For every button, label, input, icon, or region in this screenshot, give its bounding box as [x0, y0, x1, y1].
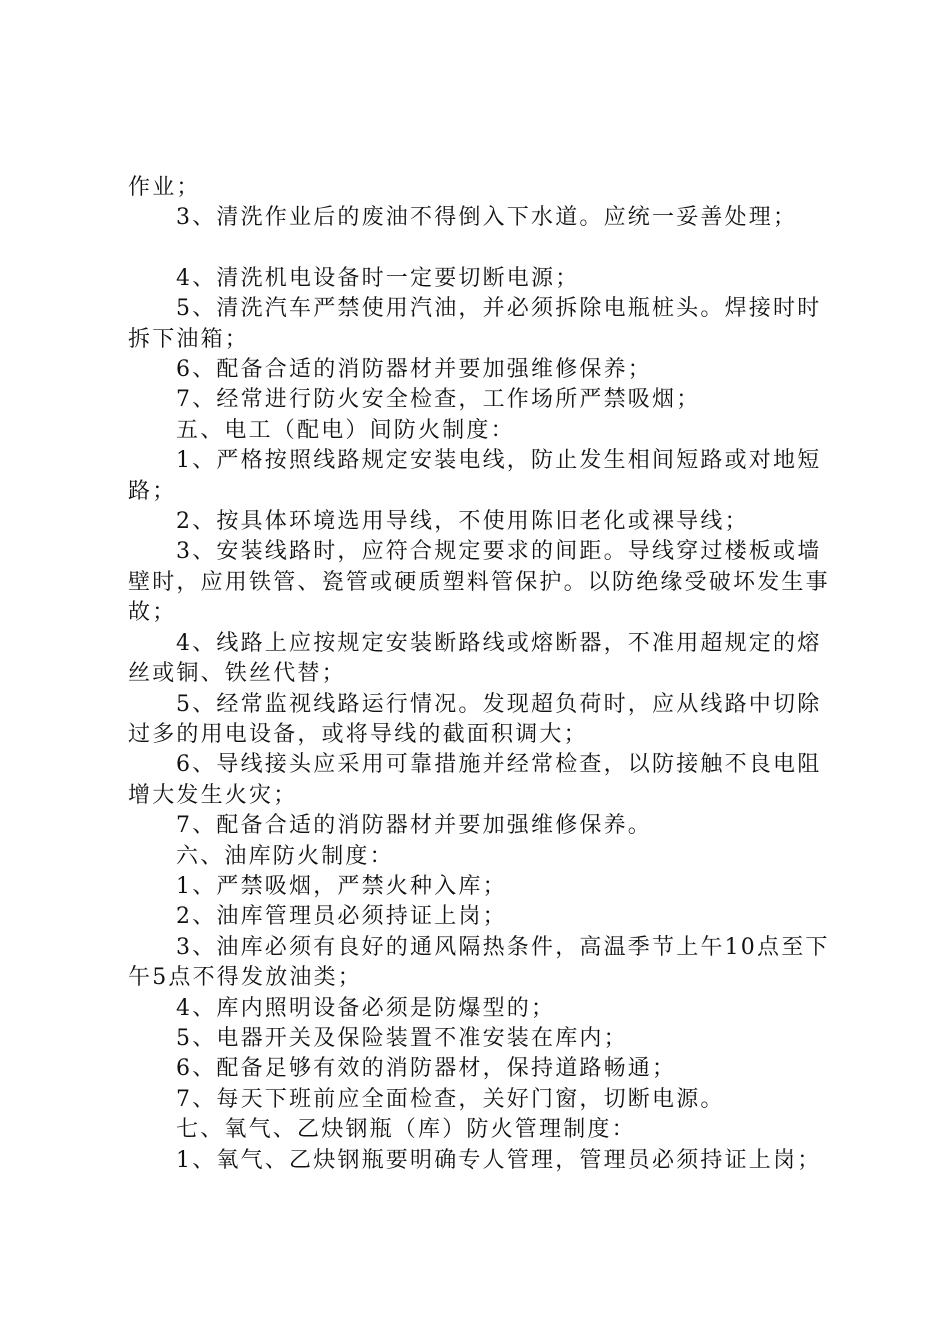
paragraph-electrical-3: 3、安装线路时，应符合规定要求的间距。导线穿过楼板或墙壁时，应用铁管、瓷管或硬质塑料管保护。以防绝缘受破坏发生事故；	[128, 539, 830, 626]
paragraph-electrical-4: 4、线路上应按规定安装断路线或熔断器，不准用超规定的熔丝或铜、铁丝代替；	[128, 630, 822, 687]
paragraph-item-6-fire-equipment: 6、配备合适的消防器材并要加强维修保养；	[176, 357, 652, 383]
paragraph-item-5-no-gasoline: 5、清洗汽车严禁使用汽油，并必须拆除电瓶桩头。焊接时时拆下油箱；	[128, 296, 822, 352]
paragraph-oil-depot-1: 1、严禁吸烟，严禁火种入库；	[176, 873, 507, 899]
paragraph-gas-cylinders-1: 1、氧气、乙炔钢瓶要明确专人管理，管理员必须持证上岗；	[176, 1147, 822, 1173]
paragraph-oil-depot-2: 2、油库管理员必须持证上岗；	[176, 904, 507, 930]
paragraph-item-7-inspection: 7、经常进行防火安全检查，工作场所严禁吸烟；	[176, 387, 701, 413]
paragraph-electrical-2: 2、按具体环境选用导线，不使用陈旧老化或裸导线；	[176, 509, 749, 535]
paragraph-electrical-7: 7、配备合适的消防器材并要加强维修保养。	[176, 813, 652, 839]
section-heading-gas-cylinders: 七、氧气、乙炔钢瓶（库）防火管理制度：	[176, 1117, 636, 1143]
paragraph-continuation: 作业；	[128, 175, 201, 200]
paragraph-electrical-6: 6、导线接头应采用可靠措施并经常检查，以防接触不良电阻增大发生火灾；	[128, 752, 822, 808]
section-heading-oil-depot: 六、油库防火制度：	[176, 843, 394, 869]
document-body	[128, 173, 834, 1176]
paragraph-oil-depot-6: 6、配备足够有效的消防器材，保持道路畅通；	[176, 1056, 677, 1082]
paragraph-item-4-power-off: 4、清洗机电设备时一定要切断电源；	[176, 265, 580, 291]
paragraph-item-3-waste-oil: 3、清洗作业后的废油不得倒入下水道。应统一妥善处理；	[176, 205, 798, 231]
paragraph-oil-depot-4: 4、库内照明设备必须是防爆型的；	[176, 995, 556, 1021]
paragraph-oil-depot-5: 5、电器开关及保险装置不准安装在库内；	[176, 1025, 628, 1051]
paragraph-electrical-5: 5、经常监视线路运行情况。发现超负荷时，应从线路中切除过多的用电设备，或将导线的截面积调大；	[128, 691, 822, 747]
section-heading-electrical-room: 五、电工（配电）间防火制度：	[176, 417, 515, 443]
paragraph-electrical-1: 1、严格按照线路规定安装电线，防止发生相间短路或对地短路；	[128, 448, 822, 504]
paragraph-oil-depot-7: 7、每天下班前应全面检查，关好门窗，切断电源。	[176, 1086, 725, 1112]
paragraph-oil-depot-3: 3、油库必须有良好的通风隔热条件，高温季节上午10点至下午5点不得发放油类；	[128, 934, 830, 991]
